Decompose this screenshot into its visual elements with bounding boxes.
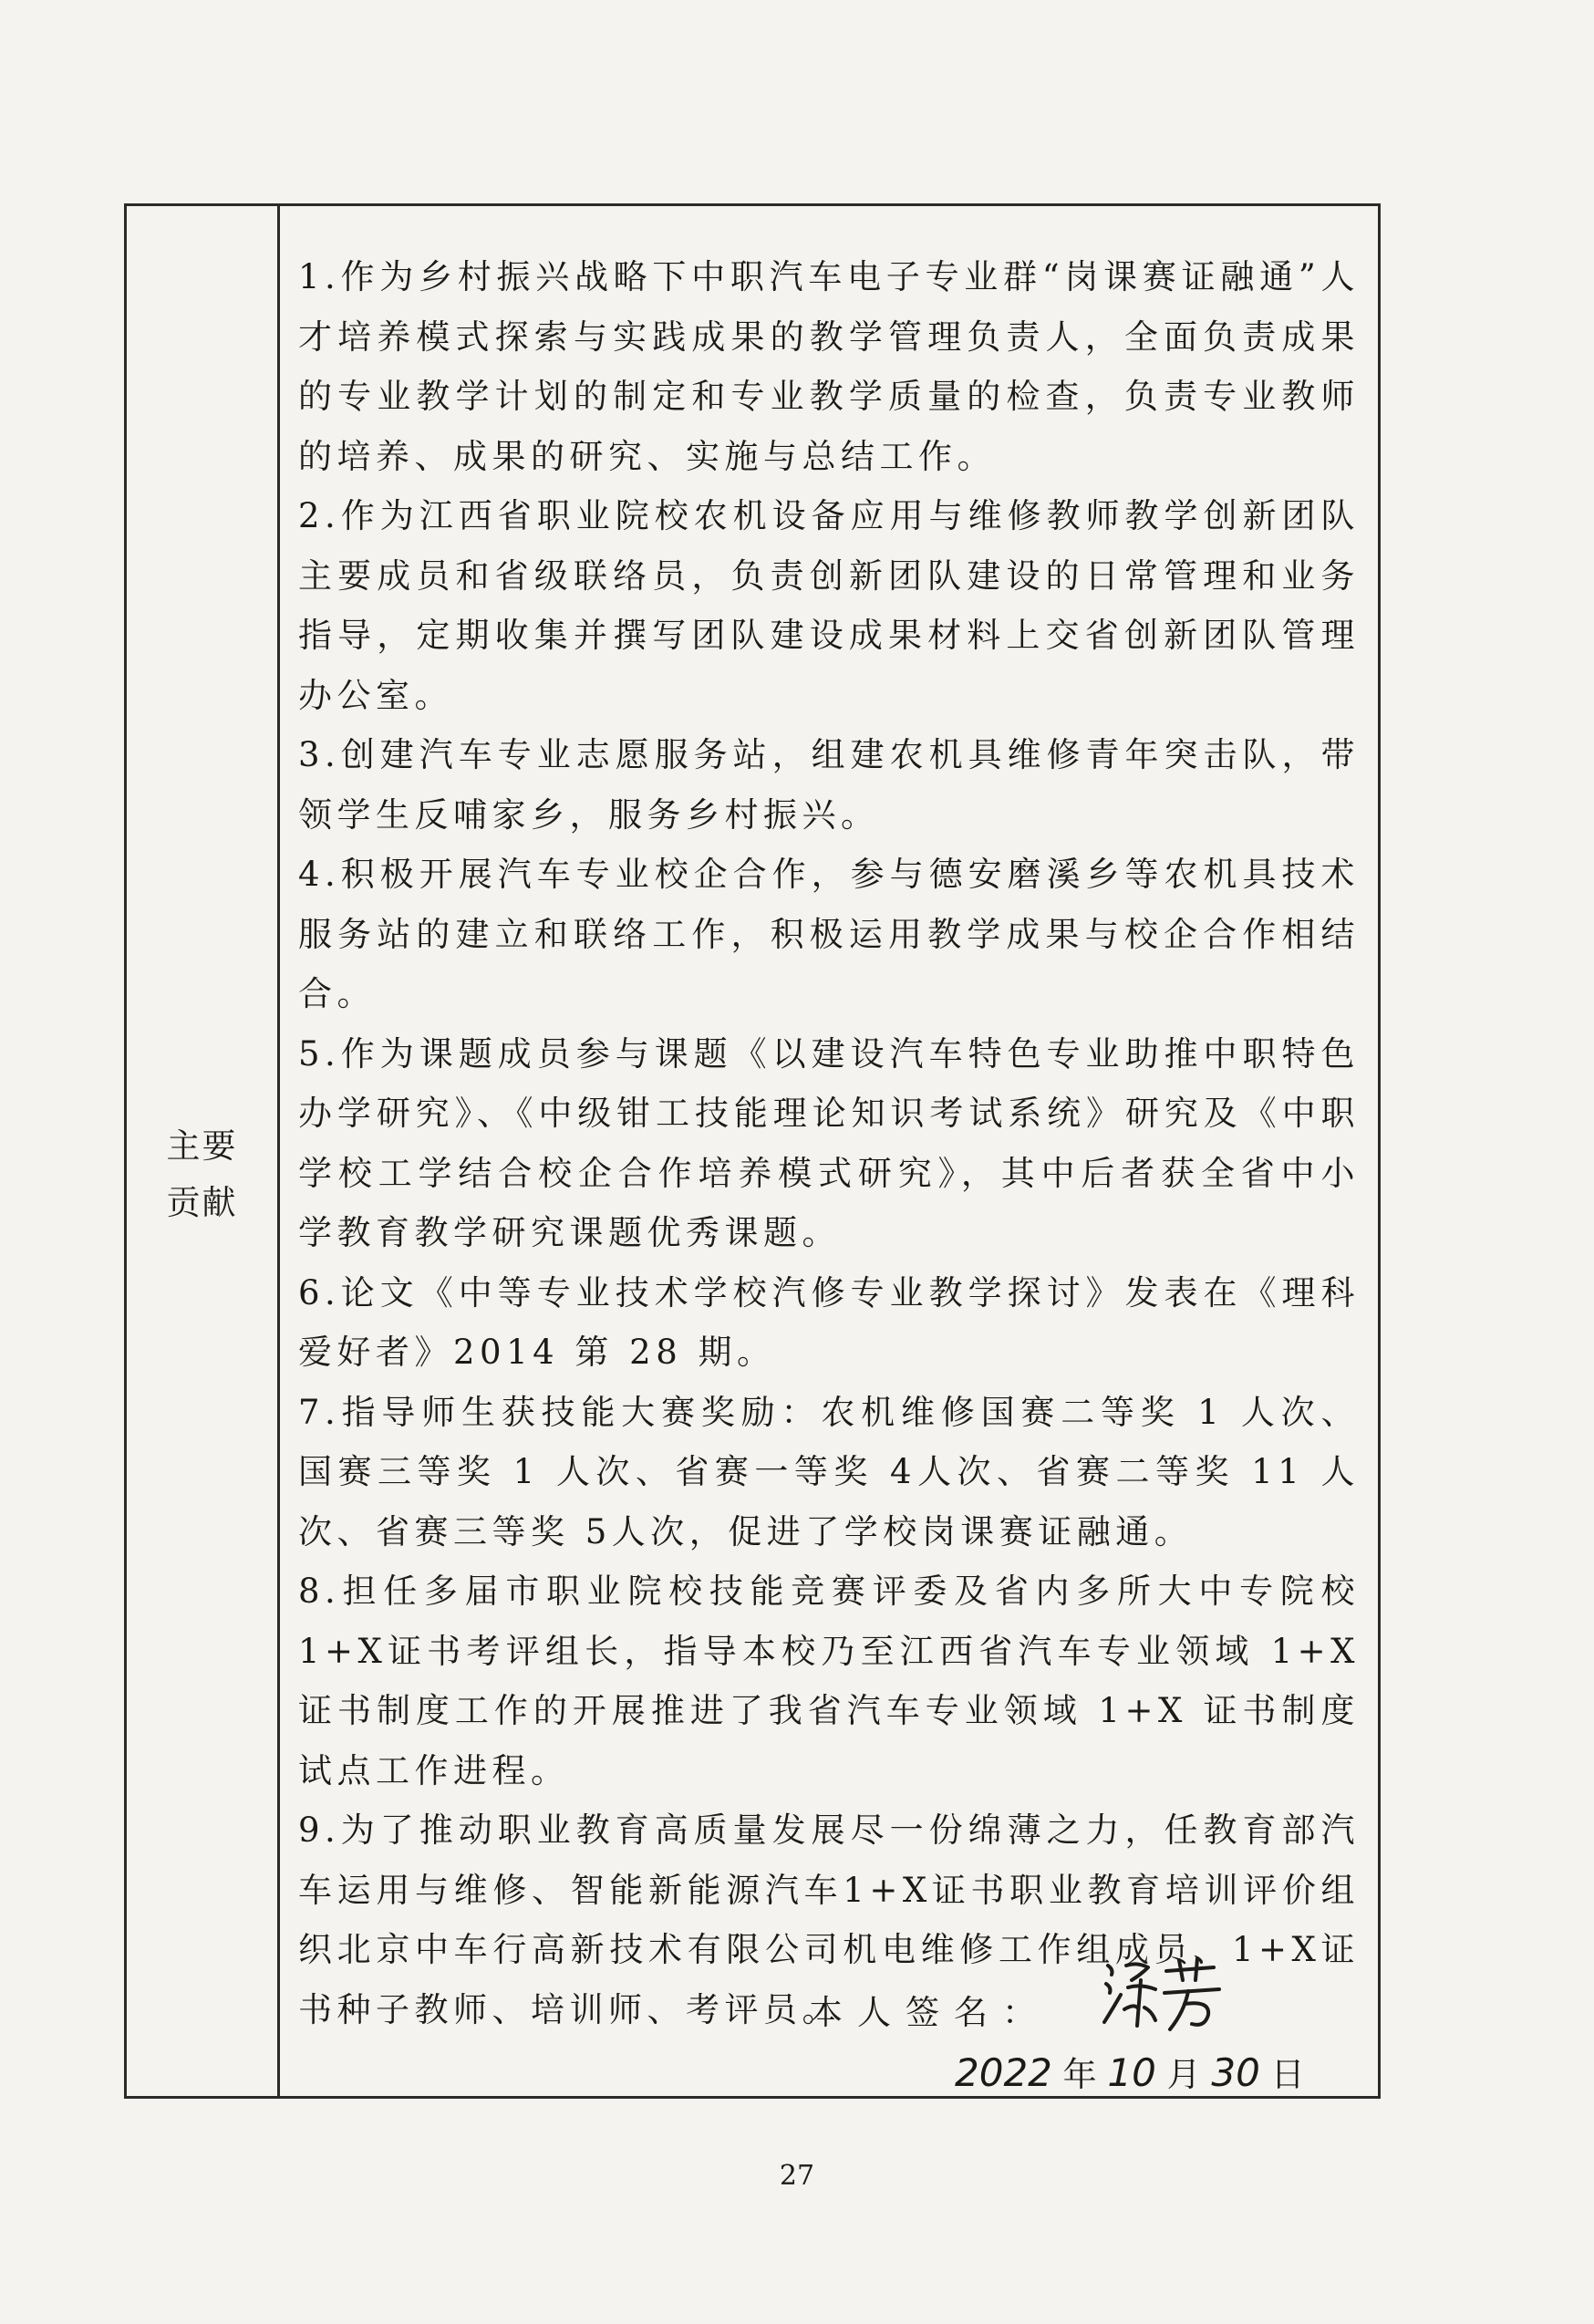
- contribution-item: 5.作为课题成员参与课题《以建设汽车特色专业助推中职特色办学研究》、《中级钳工技能理论知识考试系统》研究及《中职学校工学结合校企合作培养模式研究》，其中后者获全省中小学教育教学研究课题优秀课题。: [298, 1033, 1360, 1252]
- contribution-list: [298, 247, 1360, 2039]
- contribution-content-cell: [280, 206, 1378, 2096]
- contribution-item: 7.指导师生获技能大赛奖励：农机维修国赛二等奖 1 人次、国赛三等奖 1 人次、省赛一等奖 4人次、省赛二等奖 11 人次、省赛三等奖 5人次，促进了学校岗课赛证融通。: [298, 1392, 1360, 1551]
- contribution-item: 8.担任多届市职业院校技能竞赛评委及省内多所大中专院校1+X证书考评组长，指导本校乃至江西省汽车专业领域 1+X 证书制度工作的开展推进了我省汽车专业领域 1+X 证书制度试点工作进程。: [298, 1572, 1360, 1790]
- signature-label: 本人签名：: [809, 1993, 1051, 2032]
- row-label-line2: 贡献: [166, 1183, 238, 1222]
- contribution-item: 6.论文《中等专业技术学校汽修专业教学探讨》发表在《理科爱好者》2014 第 28 期。: [298, 1272, 1360, 1372]
- contribution-item: 3.创建汽车专业志愿服务站，组建农机具维修青年突击队，带领学生反哺家乡，服务乡村振兴。: [298, 735, 1360, 835]
- page-number: 27: [779, 2160, 815, 2192]
- contribution-item: 9.为了推动职业教育高质量发展尽一份绵薄之力，任教育部汽车运用与维修、智能新能源汽车1+X证书职业教育培训评价组织北京中车行高新技术有限公司机电维修工作组成员、1+X证书种子教师、培训师、考评员。: [298, 1810, 1360, 2029]
- row-label-line1: 主要: [166, 1126, 238, 1166]
- date-year: 2022: [955, 2050, 1052, 2095]
- handwritten-signature: [1101, 1953, 1228, 2035]
- row-label: [127, 1118, 277, 1231]
- contribution-item: 4.积极开展汽车专业校企合作，参与德安磨溪乡等农机具技术服务站的建立和联络工作，积极运用教学成果与校企合作相结合。: [298, 855, 1360, 1013]
- date-month-unit: 月: [1166, 2055, 1201, 2094]
- row-label-cell: [127, 206, 280, 2096]
- date-year-unit: 年: [1062, 2055, 1097, 2094]
- date-day-unit: 日: [1270, 2055, 1305, 2094]
- date-month: 10: [1107, 2050, 1156, 2095]
- contribution-item: 2.作为江西省职业院校农机设备应用与维修教师教学创新团队主要成员和省级联络员，负责创新团队建设的日常管理和业务指导，定期收集并撰写团队建设成果材料上交省创新团队管理办公室。: [298, 496, 1360, 715]
- contribution-item: 1.作为乡村振兴战略下中职汽车电子专业群“岗课赛证融通”人才培养模式探索与实践成果的教学管理负责人，全面负责成果的专业教学计划的制定和专业教学质量的检查，负责专业教师的培养、成果的研究、实施与总结工作。: [298, 257, 1360, 476]
- signature-block: [280, 1939, 1378, 2094]
- date-day: 30: [1211, 2050, 1260, 2095]
- signature-date: [955, 2047, 1305, 2096]
- contribution-table: [124, 203, 1381, 2099]
